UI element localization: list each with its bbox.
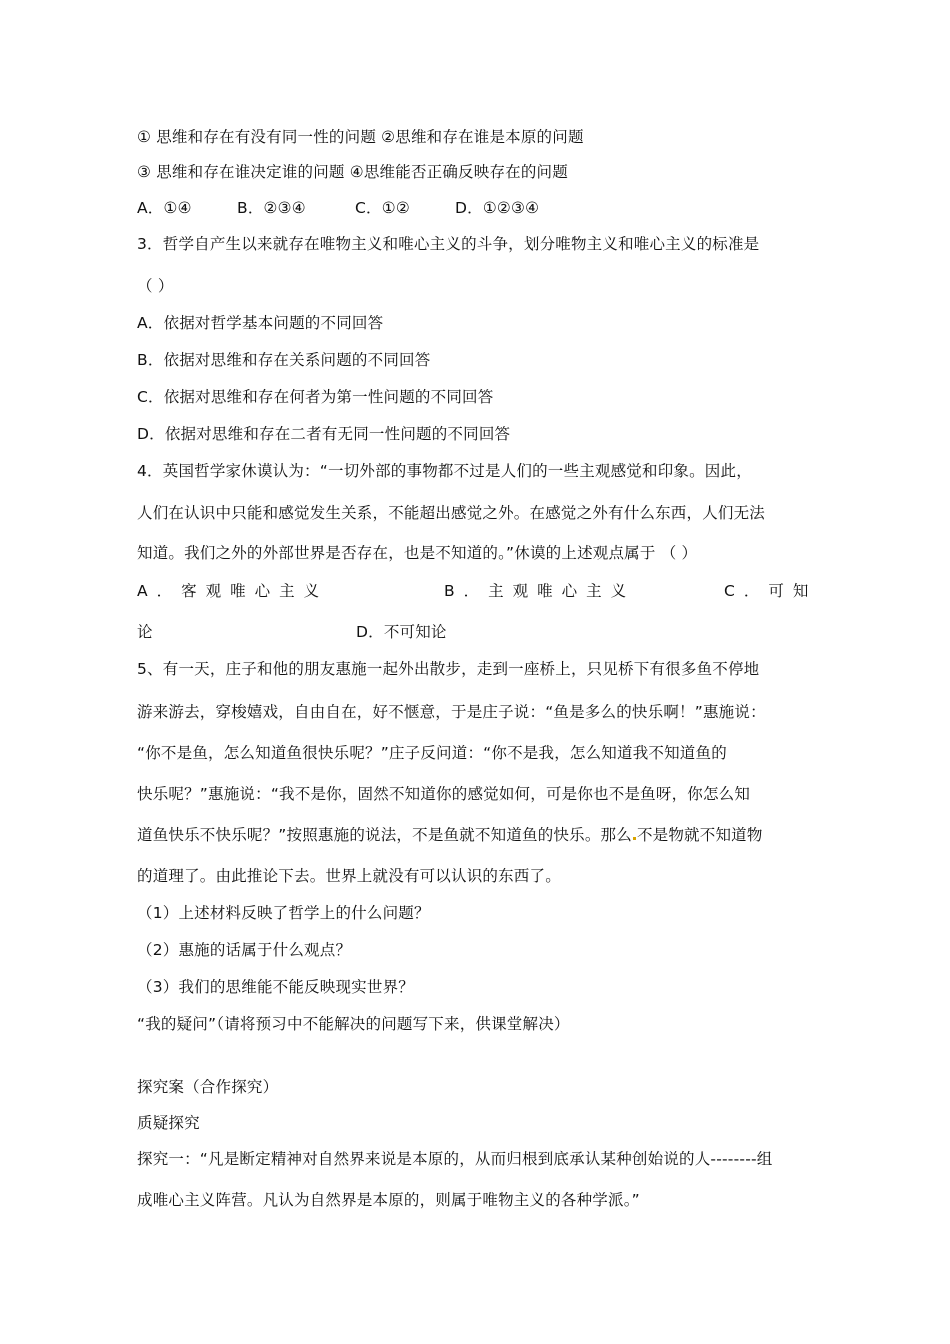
- q4-option-c-continued: 论: [137, 623, 153, 641]
- q2-options: [137, 198, 539, 218]
- q2-option-d: D．①②③④: [455, 199, 540, 217]
- inquiry-item-1-line-2: 成唯心主义阵营。凡认为自然界是本原的，则属于唯物主义的各种学派。”: [137, 1191, 640, 1209]
- q2-option-c: C．①②: [355, 199, 410, 217]
- q4-line-1: 4．英国哲学家休谟认为：“一切外部的事物都不过是人们的一些主观感觉和印象。因此，: [137, 462, 752, 480]
- inquiry-subheading: 质疑探究: [137, 1114, 200, 1132]
- q3-option-b: B．依据对思维和存在关系问题的不同回答: [137, 351, 431, 369]
- q5-line-1: 5、有一天，庄子和他的朋友惠施一起外出散步，走到一座桥上，只见桥下有很多鱼不停地: [137, 660, 760, 678]
- q2-items-line-2: ③ 思维和存在谁决定谁的问题 ④思维能否正确反映存在的问题: [137, 163, 568, 181]
- q5-line-3: “你不是鱼，怎么知道鱼很快乐呢？”庄子反问道：“你不是我，怎么知道我不知道鱼的: [137, 744, 727, 762]
- q3-option-a: A．依据对哲学基本问题的不同回答: [137, 314, 384, 332]
- q2-option-b: B．②③④: [237, 199, 306, 217]
- q3-stem: 3．哲学自产生以来就存在唯物主义和唯心主义的斗争，划分唯物主义和唯心主义的标准是: [137, 235, 760, 253]
- q3-answer-paren: （ ）: [137, 277, 174, 295]
- q4-option-c: C．可知: [724, 582, 818, 600]
- q4-line-3: 知道。我们之外的外部世界是否存在，也是不知道的。”休谟的上述观点属于 （ ）: [137, 544, 698, 562]
- inquiry-item-1-line-1: 探究一：“凡是断定精神对自然界来说是本原的，从而归根到底承认某种创始说的人--------组: [137, 1150, 773, 1168]
- q5-sub-question-1: （1）上述材料反映了哲学上的什么问题？: [137, 904, 430, 922]
- q4-option-d: D．不可知论: [356, 623, 447, 641]
- q3-option-d: D．依据对思维和存在二者有无同一性问题的不同回答: [137, 425, 511, 443]
- q2-option-a: A．①④: [137, 199, 192, 217]
- q5-line-5-part-a: 道鱼快乐不快乐呢？”按照惠施的说法，不是鱼就不知道鱼的快乐。那么: [137, 826, 632, 844]
- q5-line-5: [137, 825, 763, 845]
- my-doubt-prompt: “我的疑问”（请将预习中不能解决的问题写下来，供课堂解决）: [137, 1015, 570, 1033]
- q5-line-4: 快乐呢？”惠施说：“我不是你，固然不知道你的感觉如何，可是你也不是鱼呀，你怎么知: [137, 785, 751, 803]
- q5-sub-question-3: （3）我们的思维能不能反映现实世界？: [137, 978, 414, 996]
- q4-option-a: A．客观唯心主义: [137, 582, 329, 600]
- q5-sub-question-2: （2）惠施的话属于什么观点？: [137, 941, 352, 959]
- q3-option-c: C．依据对思维和存在何者为第一性问题的不同回答: [137, 388, 494, 406]
- q5-line-6: 的道理了。由此推论下去。世界上就没有可以认识的东西了。: [137, 867, 561, 885]
- inquiry-heading: 探究案（合作探究）: [137, 1078, 279, 1096]
- q5-line-2: 游来游去，穿梭嬉戏，自由自在，好不惬意，于是庄子说：“鱼是多么的快乐啊！”惠施说：: [137, 703, 766, 721]
- q5-line-5-part-b: 不是物就不知道物: [636, 826, 763, 844]
- text-cursor-mark: [633, 837, 636, 840]
- q4-line-2: 人们在认识中只能和感觉发生关系，不能超出感觉之外。在感觉之外有什么东西，人们无法: [137, 504, 766, 522]
- q4-option-b: B．主观唯心主义: [444, 582, 636, 600]
- q2-items-line-1: ① 思维和存在有没有同一性的问题 ②思维和存在谁是本原的问题: [137, 128, 584, 146]
